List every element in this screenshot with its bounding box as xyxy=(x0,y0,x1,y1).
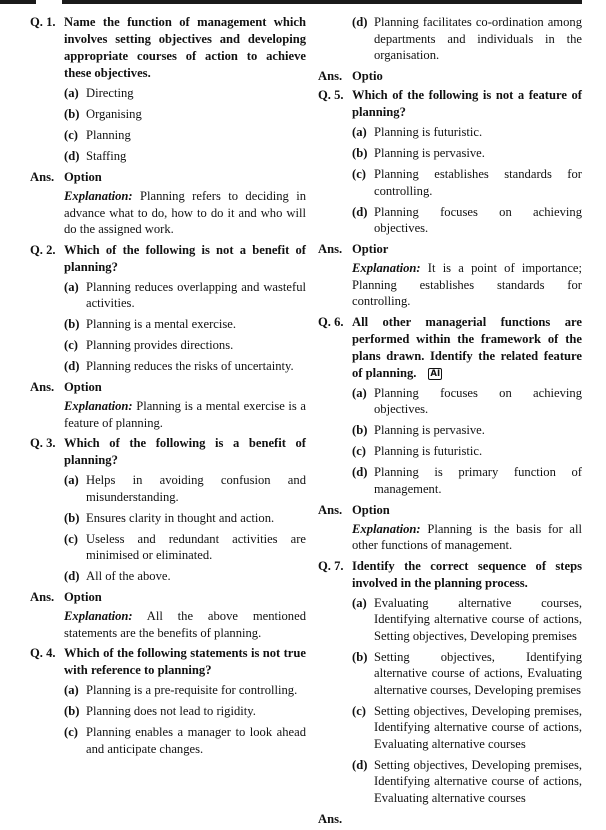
explanation-label: Explanation: xyxy=(352,521,421,536)
option-label: (a) xyxy=(352,595,367,610)
question-block xyxy=(30,242,306,432)
answer-text: Option xyxy=(64,380,102,394)
answer-text: Option xyxy=(352,502,390,517)
answer-line xyxy=(318,811,582,828)
option xyxy=(64,316,306,333)
option-label: (d) xyxy=(64,359,80,373)
option-label: (d) xyxy=(352,15,368,29)
answer-label: Ans. xyxy=(30,380,55,394)
option-text: Planning is a pre-requisite for controlling. xyxy=(86,683,298,697)
option-label: (b) xyxy=(64,704,80,718)
answer-line xyxy=(30,379,306,396)
option-text: Planning is futuristic. xyxy=(374,444,483,458)
option-text: Planning is pervasive. xyxy=(374,423,485,437)
option-label: (a) xyxy=(64,86,79,100)
option-text: Planning enables a manager to look ahead and anticipate changes. xyxy=(86,725,306,756)
question-text xyxy=(352,314,582,382)
question xyxy=(318,314,582,382)
option-label: (c) xyxy=(352,444,366,458)
explanation-text: Planning is the basis for all other functions of management. xyxy=(352,521,582,552)
answer-text: Optior xyxy=(352,242,389,256)
option xyxy=(64,337,306,354)
question-text: Which of the following is not a feature of planning? xyxy=(352,88,582,119)
explanation xyxy=(64,398,306,431)
option-text: Planning is futuristic. xyxy=(374,125,483,139)
question-block xyxy=(318,558,582,828)
option-text: Planning focuses on achieving objectives. xyxy=(374,204,582,235)
option xyxy=(352,124,582,141)
explanation xyxy=(352,260,582,310)
option-text: Planning does not lead to rigidity. xyxy=(86,704,256,718)
explanation xyxy=(64,188,306,238)
option-text: Setting objectives, Identifying alternative course of actions, Evaluating alternative courses, Developing premises xyxy=(374,649,582,697)
explanation-text: Planning refers to deciding in advance what to do, how to do it and who will do the assigned work. xyxy=(64,189,306,236)
answer-label: Ans. xyxy=(318,69,343,83)
explanation-label: Explanation: xyxy=(64,189,133,203)
option xyxy=(64,724,306,757)
option xyxy=(352,204,582,237)
option-label: (d) xyxy=(352,204,368,219)
option xyxy=(64,510,306,527)
option xyxy=(352,14,582,64)
option-text: All of the above. xyxy=(86,569,171,583)
option-text: Planning establishes standards for controlling. xyxy=(374,167,582,198)
question-block xyxy=(30,645,306,757)
option xyxy=(352,166,582,199)
option xyxy=(64,85,306,102)
question-text: Name the function of management which involves setting objectives and developing appropriate courses of action to achieve these objectives. xyxy=(64,15,306,80)
question-number: Q. 3. xyxy=(30,436,56,450)
option xyxy=(64,531,306,564)
option xyxy=(352,649,582,699)
option xyxy=(64,682,306,699)
question xyxy=(318,87,582,121)
answer-line xyxy=(30,589,306,606)
ai-badge-icon: AI xyxy=(430,368,441,379)
option-label: (d) xyxy=(352,757,368,772)
question-block xyxy=(318,314,582,554)
right-column xyxy=(318,14,582,830)
question xyxy=(318,558,582,592)
option-text: Planning is primary function of management. xyxy=(374,465,582,496)
question-block xyxy=(30,435,306,641)
question xyxy=(30,645,306,679)
answer-line xyxy=(318,68,582,85)
left-column xyxy=(30,14,306,762)
question-text: Identify the correct sequence of steps involved in the planning process. xyxy=(352,558,582,590)
question-text-content: All other managerial functions are performed within the framework of the plans drawn. Identify the related feature of planning. xyxy=(352,314,582,380)
option-label: (b) xyxy=(64,107,80,121)
question-block-continued xyxy=(318,14,582,85)
option-label: (c) xyxy=(352,703,366,718)
option-text: Directing xyxy=(86,86,134,100)
question-number: Q. 6. xyxy=(318,314,344,329)
option-text: Planning reduces the risks of uncertainty. xyxy=(86,359,294,373)
option-label: (b) xyxy=(352,649,368,664)
answer-label: Ans. xyxy=(318,242,343,256)
option-text: Planning xyxy=(86,128,131,142)
option xyxy=(64,106,306,123)
option-label: (c) xyxy=(64,338,78,352)
answer-line xyxy=(318,241,582,258)
answer-text: Option xyxy=(64,590,102,604)
option xyxy=(352,595,582,645)
question-text: Which of the following statements is not true with reference to planning? xyxy=(64,646,306,677)
option-label: (d) xyxy=(64,149,80,163)
option xyxy=(352,703,582,753)
option-text: Planning focuses on achieving objectives. xyxy=(374,385,582,416)
answer-text: Optio xyxy=(352,69,383,83)
option-text: Setting objectives, Developing premises, Identifying alternative course of actions, Evaluating alternative courses xyxy=(374,703,582,751)
option xyxy=(352,145,582,162)
question-number: Q. 7. xyxy=(318,558,344,573)
option-text: Planning is pervasive. xyxy=(374,146,485,160)
question-text: Which of the following is a benefit of planning? xyxy=(64,436,306,467)
option-text: Ensures clarity in thought and action. xyxy=(86,510,275,525)
option-text: Planning reduces overlapping and wasteful activities. xyxy=(86,279,306,310)
option-label: (a) xyxy=(352,385,367,400)
explanation-text: It is a point of importance; Planning establishes standards for controlling. xyxy=(352,261,582,308)
option-label: (c) xyxy=(64,725,78,739)
option-label: (c) xyxy=(352,167,366,181)
top-border xyxy=(0,0,606,5)
explanation-label: Explanation: xyxy=(64,609,133,623)
option xyxy=(352,757,582,807)
question-number: Q. 4. xyxy=(30,646,56,660)
option-text: Setting objectives, Developing premises, Identifying alternative course of actions, Evaluating alternative courses xyxy=(374,757,582,805)
question xyxy=(30,14,306,82)
option xyxy=(64,127,306,144)
question xyxy=(30,435,306,469)
option-text: Evaluating alternative courses, Identifying alternative course of actions, Setting objectives, Developing premises xyxy=(374,595,582,643)
option xyxy=(352,464,582,497)
option xyxy=(352,385,582,418)
option-text: Planning is a mental exercise. xyxy=(86,317,237,331)
explanation xyxy=(64,608,306,641)
explanation-text: Planning is a mental exercise is a feature of planning. xyxy=(64,399,306,430)
explanation-label: Explanation: xyxy=(352,261,421,275)
answer-label: Ans. xyxy=(30,170,55,184)
option xyxy=(64,472,306,505)
option-label: (b) xyxy=(352,146,368,160)
question-block xyxy=(30,14,306,238)
explanation-label: Explanation: xyxy=(64,399,133,413)
question-block xyxy=(318,87,582,310)
answer-text: Option xyxy=(64,170,102,184)
option-label: (a) xyxy=(64,683,79,697)
question-number: Q. 2. xyxy=(30,242,56,257)
option-text: Useless and redundant activities are minimised or eliminated. xyxy=(86,531,306,562)
explanation xyxy=(352,521,582,554)
option xyxy=(352,422,582,439)
question xyxy=(30,242,306,276)
question-text: Which of the following is not a benefit of planning? xyxy=(64,242,306,274)
question-number: Q. 1. xyxy=(30,15,56,29)
answer-line xyxy=(30,169,306,186)
option-text: Planning facilitates co-ordination among departments and individuals in the organisation. xyxy=(374,15,582,62)
option-label: (b) xyxy=(352,423,368,437)
option-text: Planning provides directions. xyxy=(86,338,234,352)
option-text: Staffing xyxy=(86,149,127,163)
option-label: (a) xyxy=(64,279,79,294)
option-label: (c) xyxy=(64,128,78,142)
option xyxy=(352,443,582,460)
answer-label: Ans. xyxy=(318,502,343,517)
option-label: (b) xyxy=(64,317,80,331)
option-label: (c) xyxy=(64,531,78,546)
option-label: (b) xyxy=(64,510,80,525)
option xyxy=(64,358,306,375)
option-label: (d) xyxy=(64,569,80,583)
option xyxy=(64,703,306,720)
option-label: (a) xyxy=(64,473,79,487)
answer-label: Ans. xyxy=(30,590,55,604)
option xyxy=(64,279,306,312)
answer-line xyxy=(318,502,582,519)
option xyxy=(64,148,306,165)
answer-label: Ans. xyxy=(318,811,343,826)
option-label: (d) xyxy=(352,465,368,479)
explanation-text: All the above mentioned statements are the benefits of planning. xyxy=(64,609,306,640)
question-number: Q. 5. xyxy=(318,88,344,102)
option-label: (a) xyxy=(352,125,367,139)
option-text: Organising xyxy=(86,107,142,121)
option xyxy=(64,568,306,585)
option-text: Helps in avoiding confusion and misunderstanding. xyxy=(86,473,306,504)
